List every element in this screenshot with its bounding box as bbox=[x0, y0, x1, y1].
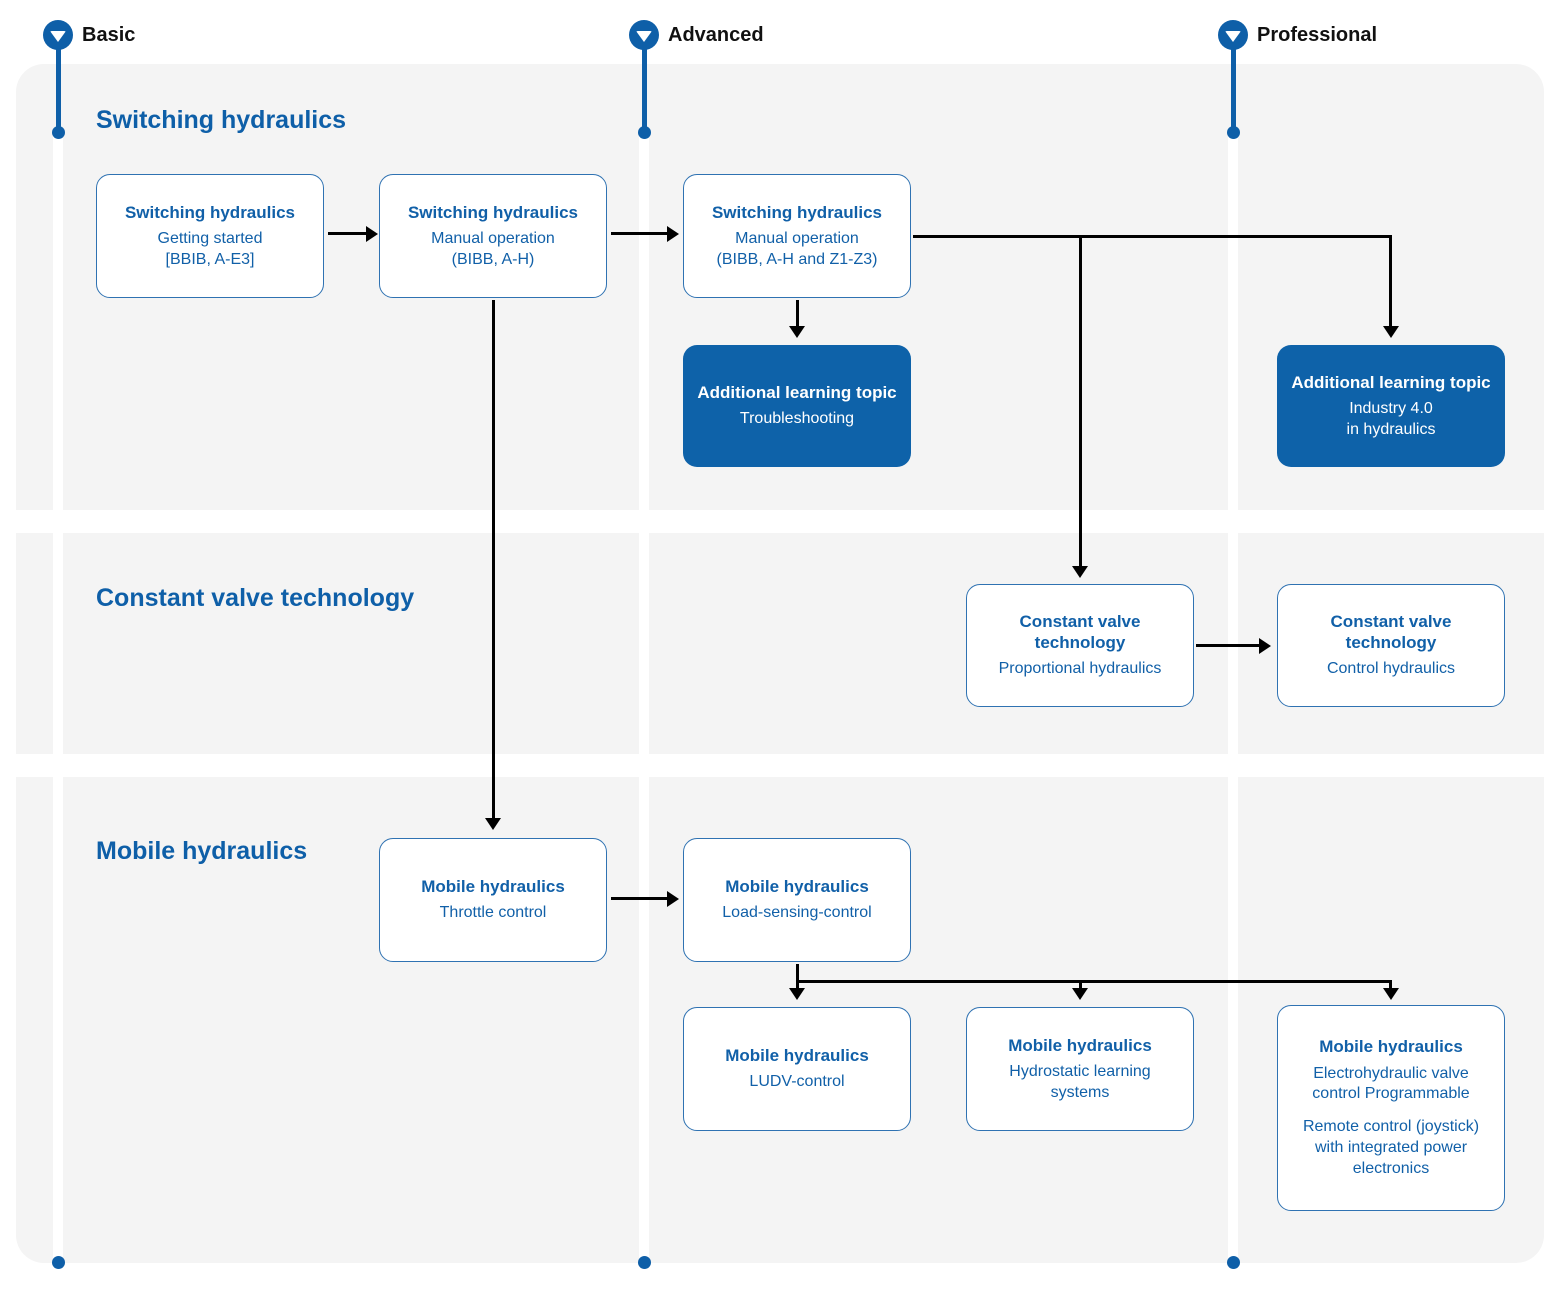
arrowhead-down bbox=[1072, 566, 1088, 578]
connector-line bbox=[796, 980, 1392, 983]
section-title-switching-hydraulics: Switching hydraulics bbox=[96, 106, 347, 134]
course-box-mobile-load-sensing bbox=[683, 838, 911, 962]
arrowhead-right bbox=[667, 226, 679, 242]
arrowhead-down bbox=[1383, 988, 1399, 1000]
connector-line bbox=[1079, 236, 1082, 566]
course-box-title: Additional learning topic bbox=[1291, 372, 1491, 392]
level-down-icon bbox=[1218, 20, 1248, 50]
arrowhead-down bbox=[1383, 326, 1399, 338]
level-label: Basic bbox=[82, 24, 136, 46]
course-box-title: Additional learning topic bbox=[697, 382, 897, 402]
arrowhead-right bbox=[366, 226, 378, 242]
level-line bbox=[56, 48, 61, 132]
course-box-line: Getting started bbox=[157, 229, 263, 247]
course-box-line: [BBIB, A-E3] bbox=[165, 250, 255, 268]
level-label: Advanced bbox=[668, 24, 764, 46]
course-box-title: Mobile hydraulics bbox=[1319, 1037, 1463, 1057]
course-box-mobile-electrohydraulic bbox=[1277, 1005, 1505, 1211]
level-down-icon bbox=[629, 20, 659, 50]
connector-line bbox=[1196, 644, 1259, 647]
arrowhead-down bbox=[1072, 988, 1088, 1000]
course-box-line: (BIBB, A-H) bbox=[451, 250, 535, 268]
connector-line bbox=[611, 897, 667, 900]
course-box-switching-manual-basic bbox=[379, 174, 607, 298]
course-box-line: Remote control (joystick) with integrated power electronics bbox=[1302, 1118, 1480, 1177]
level-line bbox=[642, 48, 647, 132]
course-box-line: Manual operation bbox=[431, 229, 555, 247]
course-box-title: Mobile hydraulics bbox=[725, 1045, 869, 1065]
connector-line bbox=[611, 232, 667, 235]
course-box-mobile-throttle bbox=[379, 838, 607, 962]
course-box-title: Switching hydraulics bbox=[407, 202, 579, 222]
course-box-title: Mobile hydraulics bbox=[725, 876, 869, 896]
arrowhead-down bbox=[789, 988, 805, 1000]
course-box-constant-valve-control bbox=[1277, 584, 1505, 707]
course-box-line: in hydraulics bbox=[1346, 420, 1436, 438]
course-box-switching-manual-advanced bbox=[683, 174, 911, 298]
level-dot-bottom bbox=[52, 1256, 65, 1269]
course-box-additional-industry-4-0 bbox=[1277, 345, 1505, 467]
course-box-line: Industry 4.0 bbox=[1349, 399, 1433, 417]
course-box-line: Throttle control bbox=[439, 904, 547, 922]
section-title-constant-valve-technology: Constant valve technology bbox=[96, 584, 415, 612]
course-box-title: Mobile hydraulics bbox=[421, 876, 565, 896]
course-box-line: Hydrostatic learning systems bbox=[1009, 1062, 1151, 1101]
course-box-constant-valve-proportional bbox=[966, 584, 1194, 707]
column-divider-advanced bbox=[639, 132, 649, 1263]
arrowhead-right bbox=[1259, 638, 1271, 654]
section-title-mobile-hydraulics: Mobile hydraulics bbox=[96, 837, 308, 865]
level-dot-bottom bbox=[638, 1256, 651, 1269]
course-box-additional-troubleshooting bbox=[683, 345, 911, 467]
course-box-line: Load-sensing-control bbox=[722, 904, 872, 922]
course-box-line: Electrohydraulic valve control Programmable bbox=[1312, 1064, 1470, 1103]
level-dot-bottom bbox=[1227, 1256, 1240, 1269]
course-box-line: (BIBB, A-H and Z1-Z3) bbox=[716, 250, 878, 268]
level-down-icon bbox=[43, 20, 73, 50]
course-box-title: Switching hydraulics bbox=[711, 202, 883, 222]
course-box-mobile-ludv bbox=[683, 1007, 911, 1131]
row-divider bbox=[16, 754, 1544, 777]
course-box-line: Manual operation bbox=[735, 229, 859, 247]
level-line bbox=[1231, 48, 1236, 132]
course-box-mobile-hydrostatic bbox=[966, 1007, 1194, 1131]
level-dot-top bbox=[52, 126, 65, 139]
course-box-line: LUDV-control bbox=[749, 1073, 845, 1091]
course-box-switching-getting-started bbox=[96, 174, 324, 298]
connector-line bbox=[492, 300, 495, 818]
row-divider bbox=[16, 510, 1544, 533]
connector-line bbox=[796, 300, 799, 326]
course-box-line: Proportional hydraulics bbox=[998, 660, 1162, 678]
level-label: Professional bbox=[1257, 24, 1378, 46]
column-divider-basic bbox=[53, 132, 63, 1263]
course-box-title: Switching hydraulics bbox=[124, 202, 296, 222]
connector-line bbox=[913, 235, 1392, 238]
course-box-title: Mobile hydraulics bbox=[1008, 1035, 1152, 1055]
level-dot-top bbox=[638, 126, 651, 139]
connector-line bbox=[328, 232, 366, 235]
arrowhead-right bbox=[667, 891, 679, 907]
course-box-title: Constant valve technology bbox=[1330, 611, 1452, 653]
level-dot-top bbox=[1227, 126, 1240, 139]
course-box-line: Troubleshooting bbox=[739, 410, 855, 428]
course-box-title: Constant valve technology bbox=[1019, 611, 1141, 653]
connector-line bbox=[796, 964, 799, 988]
arrowhead-down bbox=[485, 818, 501, 830]
course-box-line: Control hydraulics bbox=[1326, 660, 1456, 678]
arrowhead-down bbox=[789, 326, 805, 338]
column-divider-professional bbox=[1228, 132, 1238, 1263]
connector-line bbox=[1389, 235, 1392, 326]
